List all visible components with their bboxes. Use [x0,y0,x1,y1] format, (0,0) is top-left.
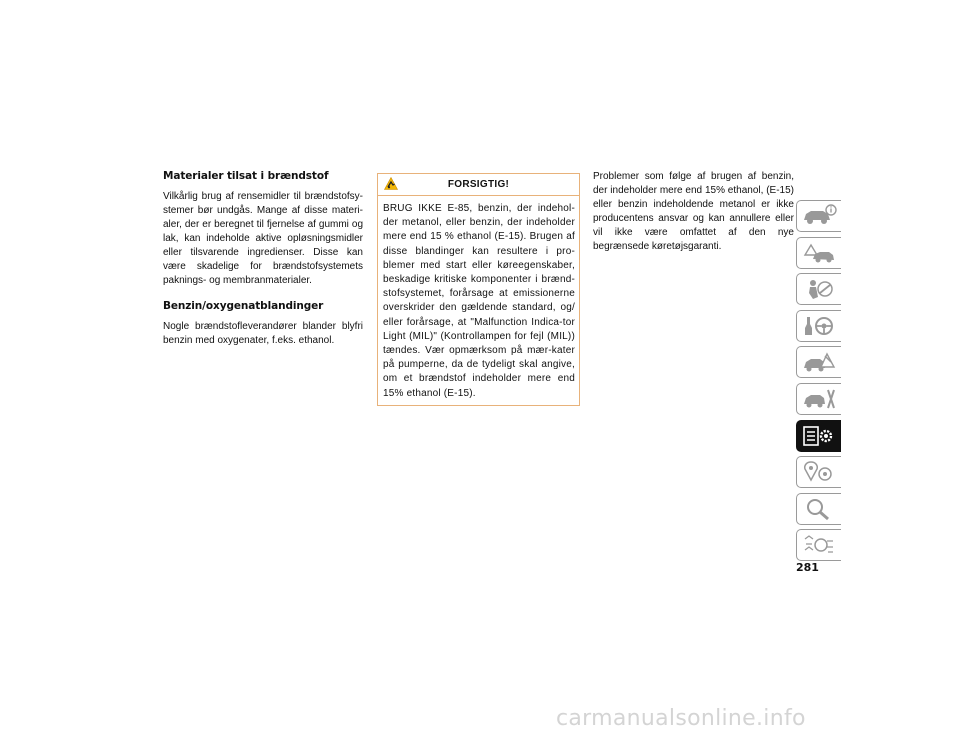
section-heading-oxygenates: Benzin/oxygenatblandinger [163,300,324,312]
caution-box [377,173,580,406]
tab-customer-assistance[interactable] [796,456,841,488]
left-column [163,170,363,356]
warning-triangle-icon [384,177,398,190]
tab-languages[interactable] [796,529,841,561]
caution-text: BRUG IKKE E-85, benzin, der indehol-der metanol, eller benzin, der indeholder mere end 15 % ethanol (E-15). Brugen af disse blandinger kan resultere i pro-blemer med start eller køreegenskaber, beskadige kritiske komponenter i brænd-stofsystemet, forårsage at emissionerne overskrider den gældende standard, og/ eller forårsage, at "Malfunction Indica-tor Light (MIL)" (Kontrollampen for fejl (MIL)) tændes. Vær opmærksom på mær-kater på pumperne, da de tydeligt skal angive, om et brændstof indeholder mere end 15% ethanol (E-15). [383,203,575,399]
tab-service[interactable] [796,383,841,415]
specs-gear-icon [801,424,837,448]
steering-wheel-icon [801,314,837,338]
caution-header [378,174,579,196]
section-body-additives: Vilkårlig brug af rensemidler til brændstofsy-stemer bør undgås. Mange af disse materi-aler, der er beregnet til fjernelse af gummi og lak, kan indeholde aktive opløsningsmidler eller tilsvarende ingredienser. Disse kan være skadelige for brændstofsystemets paknings- og membranmaterialer. [163,191,363,286]
watermark: carmanualsonline.info [556,706,806,731]
tab-index[interactable] [796,493,841,525]
car-warning-icon [801,241,837,265]
airbag-safety-icon [801,277,837,301]
tab-car-warning[interactable] [796,237,841,269]
section-body-oxygenates: Nogle brændstofleverandører blander blyfri benzin med oxygenater, f.eks. ethanol. [163,321,363,346]
chapter-tabs [796,200,841,566]
service-location-icon [801,460,837,484]
car-tools-icon [801,387,837,411]
tab-starting-driving[interactable] [796,310,841,342]
languages-icon [801,533,837,557]
car-info-icon [801,204,837,228]
tab-technical-specs[interactable] [796,420,841,452]
right-column-text: Problemer som følge af brugen af benzin, der indeholder mere end 15% ethanol, (E-15) eller benzin indeholdende metanol er ikke producentens ansvar og kan annullere eller vil ikke være omfattet af den nye begrænsede køretøjsgaranti. [593,171,794,252]
tab-car-info[interactable] [796,200,841,232]
car-crash-icon [801,350,837,374]
caution-title: FORSIGTIG! [447,179,510,190]
tab-emergency[interactable] [796,346,841,378]
tab-safety[interactable] [796,273,841,305]
page-number: 281 [796,561,819,574]
section-heading-additives: Materialer tilsat i brændstof [163,170,329,182]
search-index-icon [801,497,837,521]
